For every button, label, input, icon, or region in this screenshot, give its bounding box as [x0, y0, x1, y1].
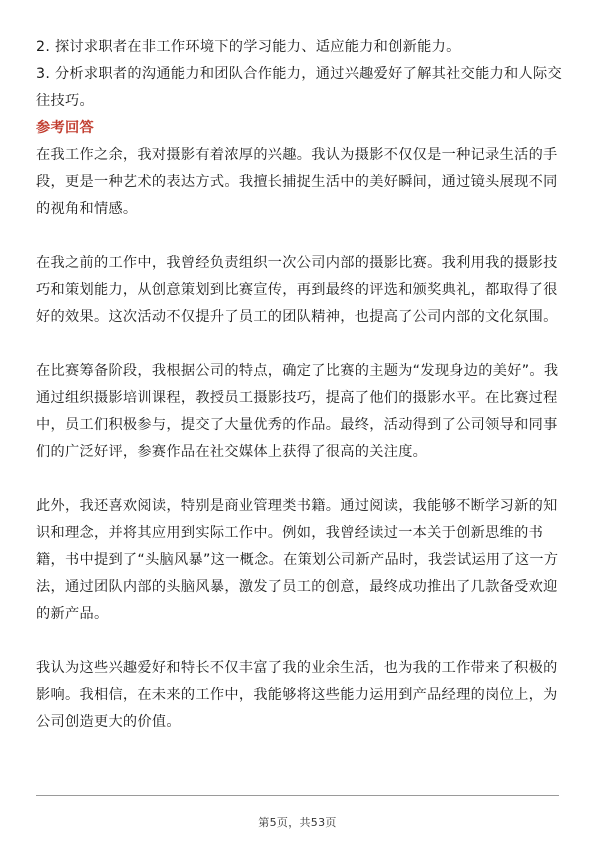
paragraph-spacer	[36, 331, 559, 358]
footer-divider	[36, 795, 559, 796]
text-line: 2. 探讨求职者在非工作环境下的学习能力、适应能力和创新能力。	[36, 39, 461, 55]
text-line: 的新产品。	[36, 606, 109, 622]
page-number: 第5页，共53页	[258, 816, 337, 829]
text-line: 在比赛筹备阶段，我根据公司的特点，确定了比赛的主题为“发现身边的美好”。我	[36, 363, 559, 379]
text-line: 段，更是一种艺术的表达方式。我擅长捕捉生活中的美好瞬间，通过镜头展现不同	[36, 174, 558, 190]
document-body	[36, 34, 563, 736]
text-line: 的视角和情感。	[36, 201, 138, 217]
text-line: 籍，书中提到了“头脑风暴”这一概念。在策划公司新产品时，我尝试运用了这一方	[36, 552, 559, 568]
text-line: 中，员工们积极参与，提交了大量优秀的作品。最终，活动得到了公司领导和同事	[36, 417, 558, 433]
text-line: 我认为这些兴趣爱好和特长不仅丰富了我的业余生活，也为我的工作带来了积极的	[36, 660, 558, 676]
section-heading: 参考回答	[36, 120, 94, 136]
text-line: 在我之前的工作中，我曾经负责组织一次公司内部的摄影比赛。我利用我的摄影技	[36, 255, 558, 271]
text-line: 法，通过团队内部的头脑风暴，激发了员工的创意，最终成功推出了几款备受欢迎	[36, 579, 558, 595]
text-line: 往技巧。	[36, 93, 94, 109]
list-item	[36, 61, 563, 115]
paragraph	[36, 358, 559, 466]
paragraph	[36, 250, 559, 331]
paragraph-spacer	[36, 628, 559, 655]
text-line: 识和理念，并将其应用到实际工作中。例如，我曾经读过一本关于创新思维的书	[36, 525, 544, 541]
paragraph-spacer	[36, 466, 559, 493]
text-line: 影响。我相信，在未来的工作中，我能够将这些能力运用到产品经理的岗位上，为	[36, 687, 558, 703]
text-line: 公司创造更大的价值。	[36, 714, 181, 730]
text-line: 好的效果。这次活动不仅提升了员工的团队精神，也提高了公司内部的文化氛围。	[36, 309, 558, 325]
list-item	[36, 34, 559, 61]
paragraph	[36, 142, 559, 223]
text-line: 们的广泛好评，参赛作品在社交媒体上获得了很高的关注度。	[36, 444, 428, 460]
text-line: 通过组织摄影培训课程，教授员工摄影技巧，提高了他们的摄影水平。在比赛过程	[36, 390, 558, 406]
text-line: 在我工作之余，我对摄影有着浓厚的兴趣。我认为摄影不仅仅是一种记录生活的手	[36, 147, 558, 163]
paragraph	[36, 655, 559, 736]
text-line: 3. 分析求职者的沟通能力和团队合作能力，通过兴趣爱好了解其社交能力和人际交	[36, 66, 563, 82]
text-line: 此外，我还喜欢阅读，特别是商业管理类书籍。通过阅读，我能够不断学习新的知	[36, 498, 558, 514]
text-line: 巧和策划能力，从创意策划到比赛宣传，再到最终的评选和颁奖典礼，都取得了很	[36, 282, 558, 298]
paragraph	[36, 493, 559, 628]
paragraph-spacer	[36, 223, 559, 250]
